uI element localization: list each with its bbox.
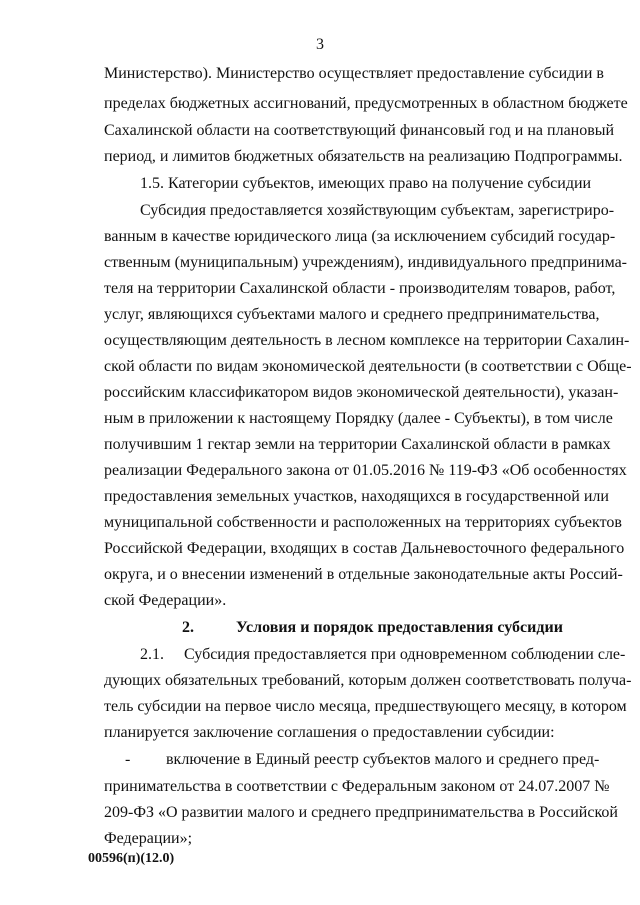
text-line: Министерство). Министерство осуществляет предоставление субсидии в xyxy=(104,65,604,82)
text-line: Субсидия предоставляется при одновременном соблюдении сле- xyxy=(184,646,626,663)
text-line: Сахалинской области на соответствующий финансовый год и на плановый xyxy=(104,122,615,139)
text-line: период, и лимитов бюджетных обязательств на реализацию Подпрограммы. xyxy=(104,148,623,165)
text-line: округа, и о внесении изменений в отдельные законодательные акты Россий- xyxy=(104,566,623,583)
text-line: муниципальной собственности и расположенных на территориях субъектов xyxy=(104,514,622,531)
text-line: тель субсидии на первое число месяца, предшествующего месяцу, в котором xyxy=(104,698,627,715)
text-line: получившим 1 гектар земли на территории Сахалинской области в рамках xyxy=(104,436,611,453)
clause-number: 2.1. xyxy=(140,646,164,663)
text-line: Субсидия предоставляется хозяйствующим субъектам, зарегистриро- xyxy=(140,202,615,219)
text-line: 209-ФЗ «О развитии малого и среднего предпринимательства в Российской xyxy=(104,804,618,821)
text-line: ственным (муниципальным) учреждениям), индивидуального предпринима- xyxy=(104,254,628,271)
text-line: планируется заключение соглашения о предоставлении субсидии: xyxy=(104,724,555,741)
list-bullet: - xyxy=(125,751,131,768)
text-line: ской области по видам экономической деятельности (в соответствии с Обще- xyxy=(104,358,632,375)
text-line: Российской Федерации, входящих в состав Дальневосточного федерального xyxy=(104,540,625,557)
text-line: теля на территории Сахалинской области - производителям товаров, работ, xyxy=(104,280,616,297)
text-line: дующих обязательных требований, которым должен соответствовать получа- xyxy=(104,672,632,689)
text-line: принимательства в соответствии с Федеральным законом от 24.07.2007 № xyxy=(104,778,610,795)
text-line: пределах бюджетных ассигнований, предусмотренных в областном бюджете xyxy=(104,95,628,112)
text-line: осуществляющим деятельность в лесном комплексе на территории Сахалин- xyxy=(104,332,630,349)
text-line: российским классификатором видов экономической деятельности), указан- xyxy=(104,384,619,401)
text-line: реализации Федерального закона от 01.05.2016 № 119-ФЗ «Об особенностях xyxy=(104,462,627,479)
section-title: Условия и порядок предоставления субсидии xyxy=(236,619,563,636)
page-number: 3 xyxy=(316,36,324,53)
text-line: предоставления земельных участков, находящихся в государственной или xyxy=(104,488,609,505)
section-number: 2. xyxy=(182,619,194,636)
text-line: включение в Единый реестр субъектов малого и среднего пред- xyxy=(166,751,600,768)
text-line: ным в приложении к настоящему Порядку (далее - Субъекты), в том числе xyxy=(104,410,613,427)
subsection-heading: 1.5. Категории субъектов, имеющих право на получение субсидии xyxy=(140,175,592,192)
text-line: услуг, являющихся субъектами малого и среднего предпринимательства, xyxy=(104,306,600,323)
text-line: ванным в качестве юридического лица (за исключением субсидий государ- xyxy=(104,228,616,245)
text-line: ской Федерации». xyxy=(104,592,227,609)
document-code: 00596(п)(12.0) xyxy=(88,851,175,866)
text-line: Федерации»; xyxy=(104,830,193,847)
